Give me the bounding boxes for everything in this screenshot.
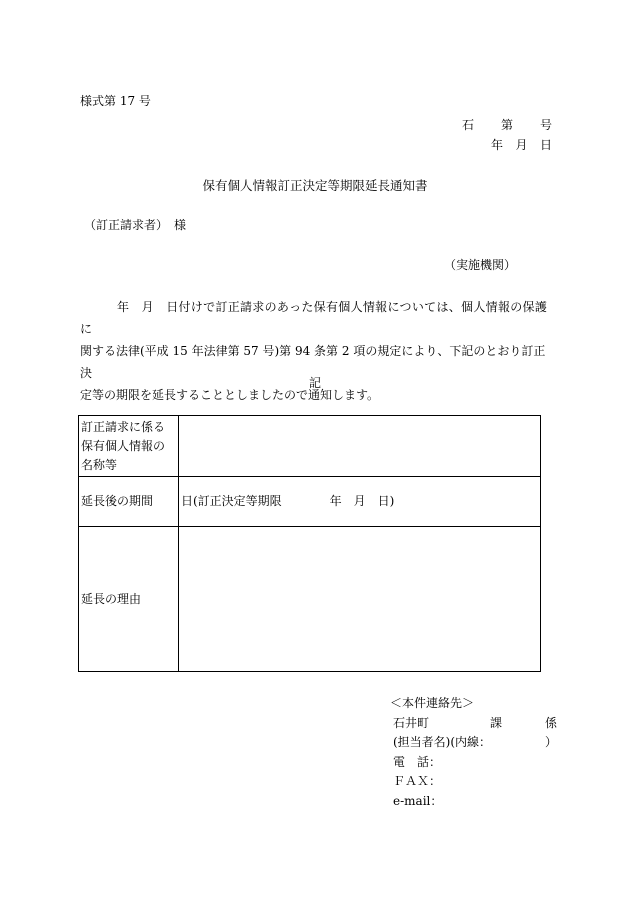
issue-date bbox=[491, 138, 552, 153]
contact-ka: 課 bbox=[490, 715, 503, 730]
table-row bbox=[79, 416, 541, 477]
contact-heading: ＜本件連絡先＞ bbox=[390, 696, 475, 710]
body-line-3: 定等の期限を延長することとしましたので通知します。 bbox=[80, 388, 380, 402]
contact-email: e-mail： bbox=[393, 793, 443, 808]
addressee: （訂正請求者） 様 bbox=[84, 218, 187, 232]
implementing-agency: （実施機関） bbox=[444, 258, 517, 272]
extension-reason-label: 延長の理由 bbox=[79, 527, 179, 672]
body-line-1: 年 月 日付けで訂正請求のあった保有個人情報については、個人情報の保護に bbox=[80, 300, 548, 336]
document-title: 保有個人情報訂正決定等期限延長通知書 bbox=[202, 178, 428, 193]
document-number bbox=[462, 118, 552, 133]
table-row bbox=[79, 477, 541, 527]
date-year: 年 bbox=[491, 138, 504, 152]
contact-town: 石井町 bbox=[393, 715, 430, 730]
doc-number-prefix: 石 bbox=[462, 118, 475, 132]
body-line-2: 関する法律(平成 15 年法律第 57 号)第 94 条第 2 項の規定により、下記のとおり訂正決 bbox=[80, 344, 546, 380]
doc-number-dai: 第 bbox=[500, 118, 513, 132]
contact-fax: ＦＡＸ： bbox=[393, 774, 442, 788]
ki-heading: 記 bbox=[308, 376, 321, 390]
details-table bbox=[78, 415, 541, 672]
extended-period-label: 延長後の期間 bbox=[79, 477, 179, 527]
contact-block bbox=[390, 694, 558, 811]
date-day: 日 bbox=[539, 138, 552, 152]
form-number: 様式第 17 号 bbox=[80, 94, 151, 108]
doc-number-go: 号 bbox=[539, 118, 552, 132]
date-month: 月 bbox=[515, 138, 528, 152]
contact-department bbox=[393, 714, 557, 734]
info-name-label: 訂正請求に係る保有個人情報の名称等 bbox=[79, 416, 179, 477]
extension-reason-value bbox=[179, 527, 541, 672]
info-name-value bbox=[179, 416, 541, 477]
extended-period-value: 日(訂正決定等期限 年 月 日) bbox=[179, 477, 541, 527]
contact-phone: 電 話： bbox=[393, 754, 442, 769]
contact-person bbox=[393, 733, 557, 753]
contact-kakari: 係 bbox=[545, 715, 558, 730]
table-row bbox=[79, 527, 541, 672]
contact-person-close: ） bbox=[545, 735, 558, 749]
contact-person-label: (担当者名)(内線： bbox=[393, 735, 492, 749]
